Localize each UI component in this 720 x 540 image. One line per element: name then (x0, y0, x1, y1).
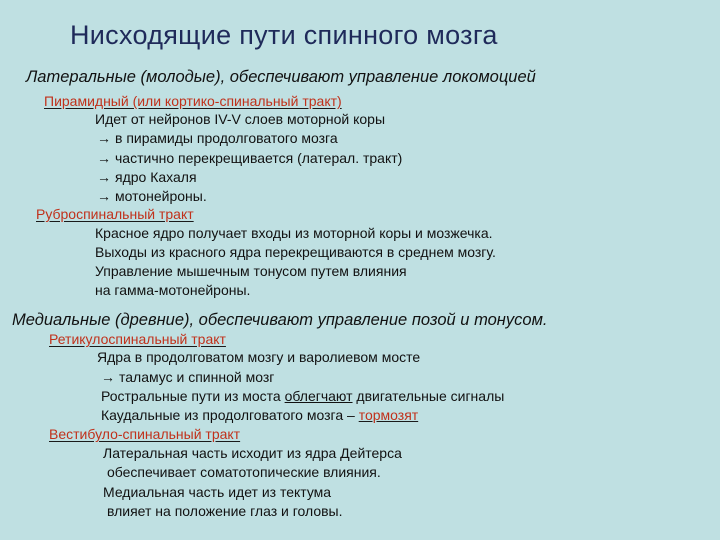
pyramidal-line-1: Идет от нейронов IV-V слоев моторной коры (95, 111, 386, 127)
reticulospinal-item: → таламус и спинной мозг (101, 369, 275, 385)
pyramidal-item: → в пирамиды продолговатого мозга (97, 130, 338, 146)
rubrospinal-line: Красное ядро получает входы из моторной коры и мозжечка. (95, 225, 493, 241)
rubrospinal-tract-title: Руброспинальный тракт (36, 206, 194, 222)
rubrospinal-line: Выходы из красного ядра перекрещиваются в среднем мозгу. (95, 244, 496, 260)
inhibit-word: тормозят (358, 407, 419, 423)
reticulospinal-rostral: Ростральные пути из моста облегчают двигательные сигналы (101, 388, 505, 404)
vestibulospinal-tract-title: Вестибуло-спинальный тракт (49, 426, 241, 442)
reticulospinal-line-1: Ядра в продолговатом мозгу и варолиевом мосте (97, 349, 421, 365)
pyramidal-tract-title: Пирамидный (или кортико-спинальный тракт) (44, 93, 342, 109)
vestibulospinal-line: обеспечивает соматотопические влияния. (107, 464, 381, 480)
vestibulospinal-line: влияет на положение глаз и головы. (107, 503, 343, 519)
lateral-heading: Латеральные (молодые), обеспечивают управление локомоцией (26, 68, 536, 86)
arrow-icon: → (97, 130, 111, 146)
medial-heading: Медиальные (древние), обеспечивают управление позой и тонусом. (12, 311, 548, 329)
reticulospinal-tract-title: Ретикулоспинальный тракт (49, 331, 226, 347)
facilitate-word: облегчают (284, 388, 353, 404)
arrow-icon: → (97, 188, 111, 204)
arrow-icon: → (97, 169, 111, 185)
vestibulospinal-line: Латеральная часть исходит из ядра Дейтерса (103, 445, 402, 461)
rubrospinal-line: Управление мышечным тонусом путем влияния (95, 263, 407, 279)
page-title: Нисходящие пути спинного мозга (70, 20, 498, 50)
pyramidal-item: → мотонейроны. (97, 188, 207, 204)
rubrospinal-line: на гамма-мотонейроны. (95, 282, 251, 298)
pyramidal-item: → ядро Кахаля (97, 169, 197, 185)
arrow-icon: → (101, 369, 115, 385)
vestibulospinal-line: Медиальная часть идет из тектума (103, 484, 332, 500)
arrow-icon: → (97, 150, 111, 166)
reticulospinal-caudal: Каудальные из продолговатого мозга – тормозят (101, 407, 419, 423)
pyramidal-item: → частично перекрещивается (латерал. тракт) (97, 150, 403, 166)
